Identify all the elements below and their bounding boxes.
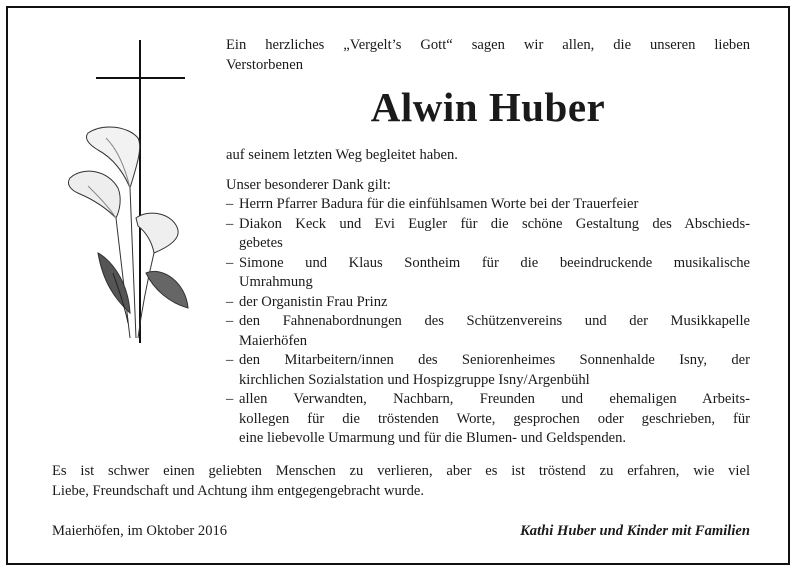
intro-text [226, 36, 750, 56]
thanks-item-line: eine liebevolle Umarmung und für die Blumen- und Geldspenden. [239, 430, 627, 446]
thanks-item-line: Maierhöfen [239, 332, 308, 349]
place-date: Maierhöfen, im Oktober 2016 [52, 523, 228, 539]
thanks-item-line: Herrn Pfarrer Badura für die einfühlsamen Worte bei der Trauerfeier [239, 196, 639, 212]
thanks-item [226, 215, 750, 254]
dash-bullet: – [226, 313, 234, 329]
dash-bullet: – [226, 215, 234, 232]
dash-bullet: – [226, 352, 234, 368]
thanks-item [226, 254, 750, 293]
deceased-name: Alwin Huber [370, 84, 606, 130]
intro-line-2: Verstorbenen [226, 57, 303, 73]
signature: Kathi Huber und Kinder mit Familien [520, 523, 750, 539]
thanks-item-line: den Fahnenabordnungen des Schützenvereins und der Musikkapelle [239, 313, 750, 329]
thanks-item [226, 195, 750, 215]
thanks-item-line: gebetes [239, 235, 283, 251]
thanks-heading: Unser besonderer Dank gilt: [226, 177, 391, 193]
thanks-item [226, 390, 750, 449]
closing-line-2: Liebe, Freundschaft und Achtung ihm entgegengebracht wurde. [52, 482, 425, 499]
thanks-item-line: allen Verwandten, Nachbarn, Freunden und ehemaligen Arbeits- [239, 391, 750, 407]
thanks-item-line: der Organistin Frau Prinz [239, 293, 388, 310]
cross-and-lily-illustration [58, 38, 208, 348]
thanks-item [226, 293, 750, 313]
thanks-item-line: den Mitarbeitern/innen des Seniorenheimes Sonnenhalde Isny, der [239, 352, 750, 368]
dash-bullet: – [226, 391, 234, 407]
thanks-item-line: kirchlichen Sozialstation und Hospizgruppe Isny/Argenbühl [239, 371, 590, 388]
thanks-item-line: Diakon Keck und Evi Eugler für die schöne Gestaltung des Abschieds- [239, 215, 750, 232]
thanks-item-line: Simone und Klaus Sontheim für die beeindruckende musikalische [239, 254, 750, 271]
intro-line-1: Ein herzliches „Vergelt’s Gott“ sagen wir allen, die unseren lieben [226, 37, 750, 53]
after-name-text: auf seinem letzten Weg begleitet haben. [226, 147, 458, 163]
dash-bullet: – [226, 293, 234, 310]
closing-line-1: Es ist schwer einen geliebten Menschen zu verlieren, aber es ist tröstend zu erfahren, wie viel [52, 463, 750, 479]
dash-bullet: – [226, 254, 234, 271]
closing-text [52, 462, 750, 501]
thanks-item-line: kollegen für die tröstenden Worte, gesprochen oder geschrieben, für [239, 410, 750, 427]
calla-lily-icon [68, 127, 188, 338]
thanks-item-line: Umrahmung [239, 274, 313, 290]
dash-bullet: – [226, 196, 234, 212]
thanks-list [226, 195, 750, 449]
thanks-item [226, 312, 750, 351]
thanks-item [226, 351, 750, 390]
